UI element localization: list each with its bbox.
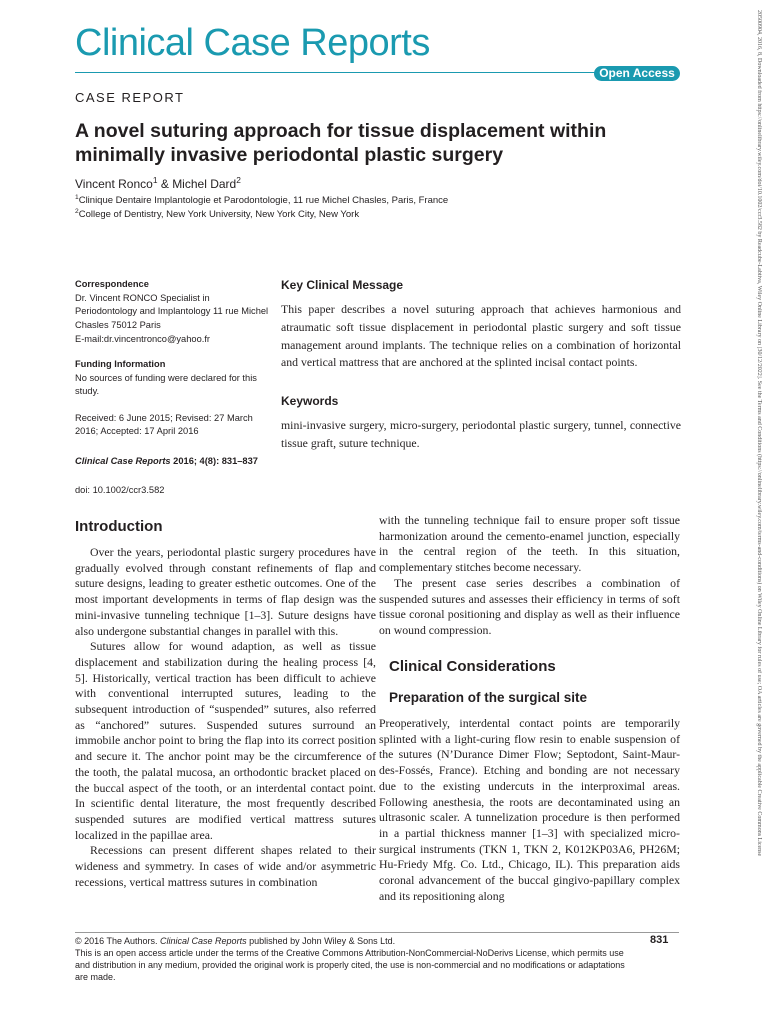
introduction-heading: Introduction	[75, 518, 163, 535]
copyright-journal: Clinical Case Reports	[160, 936, 247, 946]
paragraph: with the tunneling technique fail to ensure proper soft tissue harmonization around the cemento-enamel junction, especially in the central region of the teeth. In this situation, complementary stitches become necessary.	[379, 513, 680, 575]
doi: doi: 10.1002/ccr3.582	[75, 485, 165, 495]
paragraph: Recessions can present different shapes related to their wideness and symmetry. In cases of wide and/or asymmetric recessions, vertical mattress sutures in combination	[75, 843, 376, 889]
keywords-text: mini-invasive surgery, micro-surgery, periodontal plastic surgery, tunnel, connective tissue graft, suture technique.	[281, 418, 681, 450]
paragraph: Over the years, periodontal plastic surgery procedures have gradually evolved through constant refinements of flap and suture designs, leading to greater esthetic outcomes. One of the most important developments in terms of flap design was the mini-invasive tunneling technique [1–3]. Suture designs have also undergone substantial changes in parallel with this.	[75, 545, 376, 638]
correspondence-heading: Correspondence	[75, 279, 149, 289]
author-name: Michel Dard	[172, 177, 237, 191]
open-access-badge: Open Access	[594, 66, 680, 81]
affiliation-marker: 1	[152, 175, 158, 185]
funding-text: No sources of funding were declared for this study.	[75, 373, 257, 397]
article-dates: Received: 6 June 2015; Revised: 27 March 2016; Accepted: 17 April 2016	[75, 413, 253, 437]
copyright-line	[75, 936, 395, 946]
citation-details: 2016; 4(8): 831–837	[170, 456, 258, 466]
paragraph: The present case series describes a combination of suspended sutures and assesses their efficiency in terms of soft tissue coronal positioning and display as well as their influence on wound compression.	[379, 575, 680, 637]
page-number: 831	[650, 934, 669, 946]
journal-title: Clinical Case Reports	[75, 22, 430, 64]
author-list	[75, 177, 241, 191]
author-separator: &	[157, 177, 173, 191]
funding-heading: Funding Information	[75, 359, 166, 369]
affiliation-marker: 2	[75, 207, 79, 215]
right-column-top	[379, 513, 680, 639]
clinical-considerations-heading: Clinical Considerations	[389, 658, 556, 675]
left-column	[75, 545, 376, 890]
surgical-site-subheading: Preparation of the surgical site	[389, 690, 588, 705]
citation	[75, 455, 270, 468]
right-column-bottom	[379, 716, 680, 904]
keywords-heading: Keywords	[281, 394, 339, 408]
citation-journal: Clinical Case Reports	[75, 456, 171, 466]
affiliation	[75, 195, 448, 206]
affiliation-text: College of Dentistry, New York University, New York City, New York	[78, 209, 360, 220]
article-title: A novel suturing approach for tissue displacement within minimally invasive periodontal plastic surgery	[75, 120, 607, 166]
affiliation	[75, 209, 359, 220]
copyright-prefix: © 2016 The Authors.	[75, 936, 161, 946]
author-name: Vincent Ronco	[75, 177, 153, 191]
download-side-note: 20500904, 2016, 8, Downloaded from https://onlinelibrary.wiley.com/doi/10.1002/ccr3.582 by Readcube-Labtiva, Wiley Online Library on [30/12/2022]. See the Terms and Conditions (https://onlinelibrary.wiley.com/terms-and-conditions) on Wiley Online Library for rules of use; OA articles are governed by the applicable Creative Commons License	[756, 10, 762, 857]
correspondence-email: E-mail:dr.vincentronco@yahoo.fr	[75, 334, 211, 344]
affiliation-marker: 2	[236, 175, 241, 185]
copyright-suffix: published by John Wiley & Sons Ltd.	[246, 936, 396, 946]
key-message-heading: Key Clinical Message	[281, 278, 404, 292]
license-text: This is an open access article under the terms of the Creative Commons Attribution-NonCommercial-NoDerivs License, which permits use and distribution in any medium, provided the original work is properly cited, the use is non-commercial and no modifications or adaptations are made.	[75, 948, 625, 982]
paragraph: Preoperatively, interdental contact points are temporarily splinted with a light-curing flow resin to enable suspension of the sutures (N’Durance Dimer Flow; Septodont, Saint-Maur-des-Fossés, France). Etching and bonding are not necessary due to the existing undercuts in the interproximal areas. Following anesthesia, the roots are decontaminated using an ultrasonic scaler. A tunnelization procedure is then performed in a partial thickness manner [1–3] with specialized micro-surgical instruments (TKN 1, TKN 2, K012KP03A6, PH26M; Hu-Friedy Mfg. Co. Ltd., Chicago, IL). This preparation aids coronal advancement of the buccal gingivo-papillary complex and its repositioning along	[379, 716, 680, 903]
header-rule	[75, 72, 679, 73]
paragraph: Sutures allow for wound adaption, as well as tissue displacement and stabilization during the healing process [4, 5]. Historically, vertical traction has been difficult to achieve with conventional interrupted sutures, leading to the subsequent introduction of “suspended” sutures, also referred as “anchored” sutures. Suspended sutures surround an immobile anchor point to bring the flap into its correct position and secure it. The anchor point may be the circumference of the tooth, the palatal mucosa, an orthodontic bracket placed on the buccal aspect of the tooth, or an interdental contact point. In scientific dental literature, the most frequently described suspended sutures are modified vertical mattress sutures localized in the papillae area.	[75, 639, 376, 842]
correspondence-text: Dr. Vincent RONCO Specialist in Periodontology and Implantology 11 rue Michel Chasles 75012 Paris	[75, 293, 269, 330]
key-message-text: This paper describes a novel suturing approach that achieves harmonious and atraumatic soft tissue displacement in periodontal plastic surgery and soft tissue management around implants. The technique relies on a combination of horizontal and vertical mattress that are anchored at the splinted incisal contact points.	[281, 302, 681, 370]
affiliation-text: Clinique Dentaire Implantologie et Parodontologie, 11 rue Michel Chasles, Paris, France	[78, 195, 449, 206]
footer-rule	[75, 932, 679, 933]
affiliation-marker: 1	[75, 193, 79, 201]
article-type: CASE REPORT	[75, 90, 185, 105]
